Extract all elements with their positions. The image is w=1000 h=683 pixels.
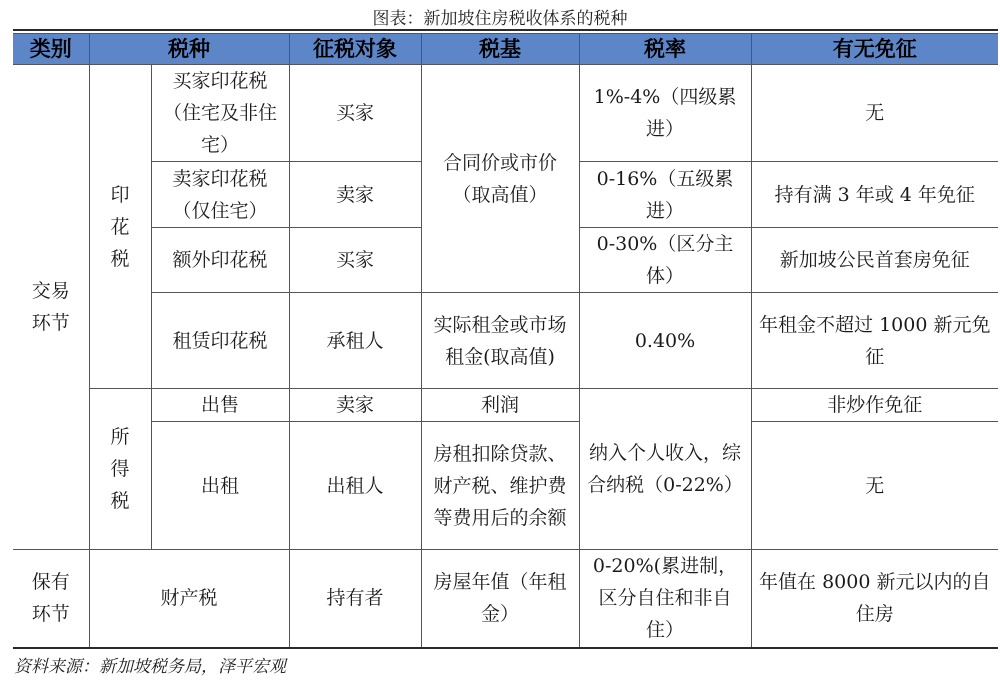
cell-rental-stamp-exemption: 年租金不超过 1000 新元免征 xyxy=(751,293,998,389)
cell-rent-income-exemption: 无 xyxy=(751,422,998,550)
cell-extra-stamp-rate: 0-30%（区分主体） xyxy=(579,228,751,293)
cell-seller-stamp-tax: 卖家印花税（仅住宅） xyxy=(151,162,289,228)
cell-income-rate: 纳入个人收入，综合纳税（0-22%） xyxy=(579,389,751,550)
cell-property-exemption: 年值在 8000 新元以内的自住房 xyxy=(751,550,998,648)
cell-sale-income-base: 利润 xyxy=(421,389,579,422)
cell-rental-stamp-tax: 租赁印花税 xyxy=(151,293,289,389)
table-row xyxy=(13,389,998,422)
top-rule xyxy=(13,29,998,31)
cell-property-taxpayer: 持有者 xyxy=(289,550,421,648)
header-category: 类别 xyxy=(13,34,89,65)
cell-rent-income-base: 房租扣除贷款、财产税、维护费等费用后的余额 xyxy=(421,422,579,550)
cell-extra-stamp-tax: 额外印花税 xyxy=(151,228,289,293)
header-row xyxy=(13,34,998,65)
cell-extra-stamp-taxpayer: 买家 xyxy=(289,228,421,293)
section-transaction: 交易环节 xyxy=(13,65,89,550)
cell-buyer-stamp-taxpayer: 买家 xyxy=(289,65,421,162)
header-taxpayer: 征税对象 xyxy=(289,34,421,65)
tax-table xyxy=(13,33,998,649)
group-stamp-duty: 印花税 xyxy=(89,65,151,389)
table-row xyxy=(13,65,998,162)
group-income-tax: 所得税 xyxy=(89,389,151,550)
table-row xyxy=(13,293,998,389)
header-exemption: 有无免征 xyxy=(751,34,998,65)
cell-sale-income-taxpayer: 卖家 xyxy=(289,389,421,422)
header-base: 税基 xyxy=(421,34,579,65)
cell-property-rate: 0-20%(累进制，区分自住和非自住） xyxy=(579,550,751,648)
cell-rental-stamp-base: 实际租金或市场租金(取高值) xyxy=(421,293,579,389)
cell-seller-stamp-exemption: 持有满 3 年或 4 年免征 xyxy=(751,162,998,228)
cell-buyer-stamp-rate: 1%-4%（四级累进） xyxy=(579,65,751,162)
cell-rent-income-taxpayer: 出租人 xyxy=(289,422,421,550)
cell-seller-stamp-rate: 0-16%（五级累进） xyxy=(579,162,751,228)
table-row xyxy=(13,550,998,648)
source-note: 资料来源：新加坡税务局，泽平宏观 xyxy=(14,657,286,677)
cell-sale-income-exemption: 非炒作免征 xyxy=(751,389,998,422)
cell-stamp-base: 合同价或市价（取高值） xyxy=(421,65,579,293)
cell-extra-stamp-exemption: 新加坡公民首套房免征 xyxy=(751,228,998,293)
cell-buyer-stamp-tax: 买家印花税（住宅及非住宅） xyxy=(151,65,289,162)
header-rate: 税率 xyxy=(579,34,751,65)
cell-property-tax: 财产税 xyxy=(89,550,289,648)
cell-rental-stamp-taxpayer: 承租人 xyxy=(289,293,421,389)
cell-buyer-stamp-exemption: 无 xyxy=(751,65,998,162)
section-holding: 保有环节 xyxy=(13,550,89,648)
cell-sale-income-tax: 出售 xyxy=(151,389,289,422)
table-row xyxy=(13,422,998,550)
header-tax-type: 税种 xyxy=(89,34,289,65)
table-caption: 图表：新加坡住房税收体系的税种 xyxy=(372,9,628,29)
cell-rent-income-tax: 出租 xyxy=(151,422,289,550)
cell-seller-stamp-taxpayer: 卖家 xyxy=(289,162,421,228)
cell-property-base: 房屋年值（年租金） xyxy=(421,550,579,648)
cell-rental-stamp-rate: 0.40% xyxy=(579,293,751,389)
